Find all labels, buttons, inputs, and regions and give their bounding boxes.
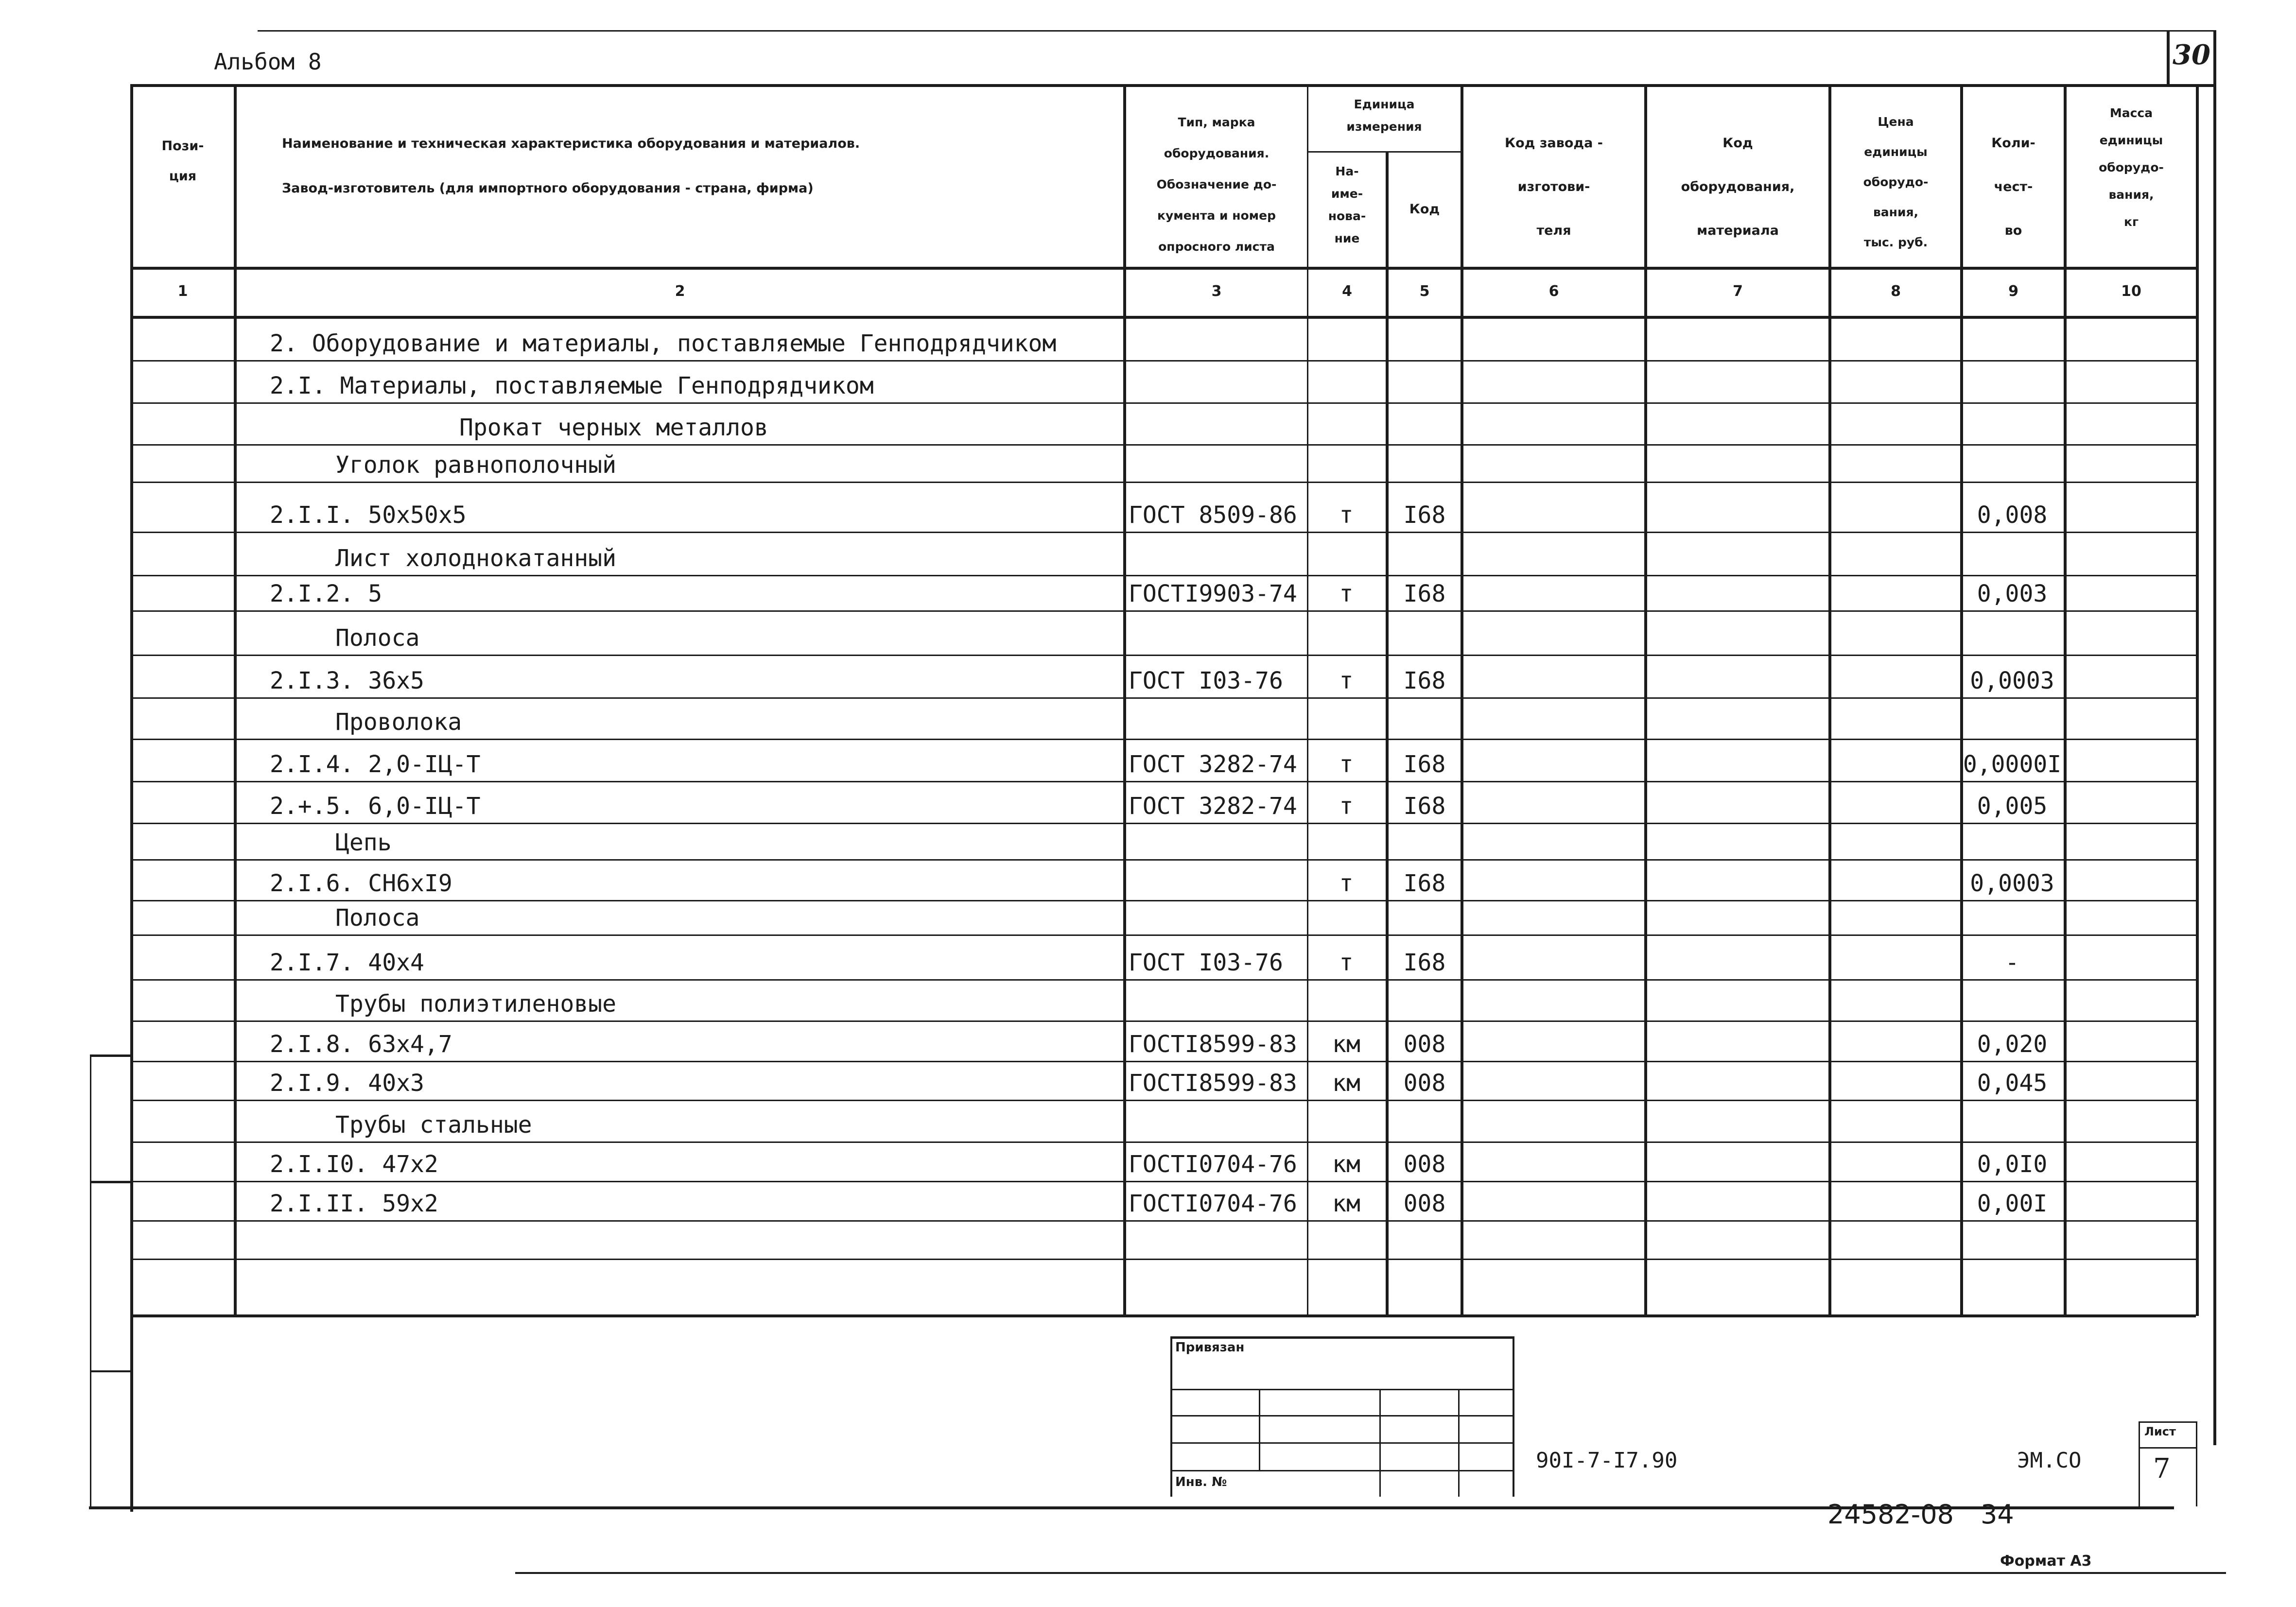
item-quantity: 0,0003 xyxy=(1970,667,2054,694)
item-type-mark: ГОСТ I03-76 xyxy=(1129,667,1283,694)
header-col5: Код xyxy=(1409,202,1440,217)
item-name: Проволока xyxy=(335,708,462,736)
item-unit: т xyxy=(1339,501,1354,529)
item-unit: км xyxy=(1332,1070,1360,1097)
item-name: Уголок равнополочный xyxy=(335,451,616,479)
item-unit: км xyxy=(1332,1031,1360,1058)
item-quantity: 0,045 xyxy=(1977,1070,2048,1097)
item-name: 2.I. Материалы, поставляемые Генподрядчиком xyxy=(270,372,874,399)
archive-number: 24582-08 xyxy=(1827,1499,1954,1530)
document-code: ЭМ.СО xyxy=(2017,1448,2082,1473)
sheet-number: 7 xyxy=(2153,1453,2171,1485)
item-name: 2.+.5. 6,0-IЦ-Т xyxy=(270,793,481,820)
designation: 90I-7-I7.90 xyxy=(1536,1448,1678,1473)
item-unit-code: I68 xyxy=(1403,501,1446,529)
inv-label: Инв. № xyxy=(1175,1475,1227,1489)
col-number-5: 5 xyxy=(1419,283,1430,300)
format-label: Формат А3 xyxy=(2000,1553,2092,1570)
item-unit-code: I68 xyxy=(1403,949,1446,976)
header-col7: Код оборудования, материала xyxy=(1681,136,1795,238)
item-quantity: 0,020 xyxy=(1977,1031,2048,1058)
item-type-mark: ГОСТI0704-76 xyxy=(1129,1190,1297,1217)
stamp-label: Привязан xyxy=(1175,1340,1245,1355)
item-name: 2. Оборудование и материалы, поставляемые Генподрядчиком xyxy=(270,330,1057,357)
col-number-6: 6 xyxy=(1548,283,1559,300)
page-number: 30 xyxy=(2173,39,2210,71)
col-number-2: 2 xyxy=(675,283,685,300)
header-col6: Код завода - изготови- теля xyxy=(1505,136,1603,238)
item-unit-code: 008 xyxy=(1403,1070,1446,1097)
col-number-4: 4 xyxy=(1342,283,1352,300)
header-col9: Коли- чест- во xyxy=(1991,136,2035,238)
item-name: 2.I.I. 50x50x5 xyxy=(270,501,467,529)
item-name: 2.I.3. 36x5 xyxy=(270,667,424,694)
item-quantity: 0,008 xyxy=(1977,501,2048,529)
item-unit: т xyxy=(1339,580,1354,607)
item-type-mark: ГОСТI0704-76 xyxy=(1129,1151,1297,1178)
item-name: 2.I.6. СН6хI9 xyxy=(270,870,452,897)
col-number-1: 1 xyxy=(177,283,188,300)
item-name: Трубы стальные xyxy=(335,1111,532,1139)
item-type-mark: ГОСТ 3282-74 xyxy=(1129,793,1297,820)
header-col45-top: Единица измерения xyxy=(1346,97,1422,134)
item-quantity: 0,0000I xyxy=(1963,751,2062,778)
item-type-mark: ГОСТ 3282-74 xyxy=(1129,751,1297,778)
item-unit: т xyxy=(1339,793,1354,820)
item-quantity: 0,0I0 xyxy=(1977,1151,2048,1178)
item-unit-code: I68 xyxy=(1403,870,1446,897)
item-unit: км xyxy=(1332,1151,1360,1178)
table-row xyxy=(130,823,2196,859)
header-col3: Тип, марка оборудования. Обозначение до- кумента и номер опросного листа xyxy=(1156,115,1277,254)
item-name: 2.I.4. 2,0-IЦ-Т xyxy=(270,751,481,778)
item-unit: т xyxy=(1339,949,1354,976)
item-quantity: - xyxy=(2005,949,2019,976)
item-quantity: 0,00I xyxy=(1977,1190,2048,1217)
item-quantity: 0,0003 xyxy=(1970,870,2054,897)
table-row xyxy=(130,610,2196,655)
table-row xyxy=(130,1259,2196,1314)
item-unit-code: 008 xyxy=(1403,1031,1446,1058)
item-name: Прокат черных металлов xyxy=(459,414,768,441)
item-name: Лист холоднокатанный xyxy=(335,545,616,572)
item-unit-code: I68 xyxy=(1403,751,1446,778)
item-name: Трубы полиэтиленовые xyxy=(335,990,616,1018)
item-type-mark: ГОСТI8599-83 xyxy=(1129,1031,1297,1058)
item-name: 2.I.2. 5 xyxy=(270,580,383,607)
col-number-8: 8 xyxy=(1891,283,1901,300)
header-col2: Наименование и техническая характеристика оборудования и материалов. Завод-изготовитель (для импортного оборудования - страна, фирма) xyxy=(282,136,860,196)
item-name: Полоса xyxy=(335,904,420,932)
item-name: 2.I.8. 63x4,7 xyxy=(270,1031,452,1058)
item-type-mark: ГОСТI9903-74 xyxy=(1129,580,1297,607)
item-type-mark: ГОСТ 8509-86 xyxy=(1129,501,1297,529)
item-name: 2.I.I0. 47x2 xyxy=(270,1151,438,1178)
album-label: Альбом 8 xyxy=(214,49,322,75)
table-row xyxy=(130,900,2196,934)
item-unit: т xyxy=(1339,667,1354,694)
table-row xyxy=(130,1220,2196,1259)
item-quantity: 0,003 xyxy=(1977,580,2048,607)
item-unit-code: I68 xyxy=(1403,580,1446,607)
item-type-mark: ГОСТ I03-76 xyxy=(1129,949,1283,976)
header-col4: На- име- нова- ние xyxy=(1328,164,1366,245)
col-number-10: 10 xyxy=(2121,283,2141,300)
item-name: Цепь xyxy=(335,829,392,856)
table-row xyxy=(130,402,2196,444)
item-name: Полоса xyxy=(335,624,420,652)
header-col10: Масса единицы оборудо- вания, кг xyxy=(2099,106,2164,229)
item-unit-code: I68 xyxy=(1403,667,1446,694)
item-name: 2.I.7. 40x4 xyxy=(270,949,424,976)
item-unit-code: 008 xyxy=(1403,1190,1446,1217)
item-name: 2.I.9. 40x3 xyxy=(270,1070,424,1097)
item-quantity: 0,005 xyxy=(1977,793,2048,820)
item-unit-code: I68 xyxy=(1403,793,1446,820)
archive-page: 34 xyxy=(1981,1499,2014,1530)
item-unit: т xyxy=(1339,870,1354,897)
col-number-7: 7 xyxy=(1733,283,1743,300)
col-number-9: 9 xyxy=(2008,283,2018,300)
header-col8: Цена единицы оборудо- вания, тыс. руб. xyxy=(1863,115,1929,249)
col-number-3: 3 xyxy=(1211,283,1222,300)
item-unit-code: 008 xyxy=(1403,1151,1446,1178)
item-unit: км xyxy=(1332,1190,1360,1217)
item-name: 2.I.II. 59x2 xyxy=(270,1190,438,1217)
item-type-mark: ГОСТI8599-83 xyxy=(1129,1070,1297,1097)
header-col1: Пози- ция xyxy=(161,138,204,184)
item-unit: т xyxy=(1339,751,1354,778)
sheet-label: Лист xyxy=(2144,1425,2176,1438)
